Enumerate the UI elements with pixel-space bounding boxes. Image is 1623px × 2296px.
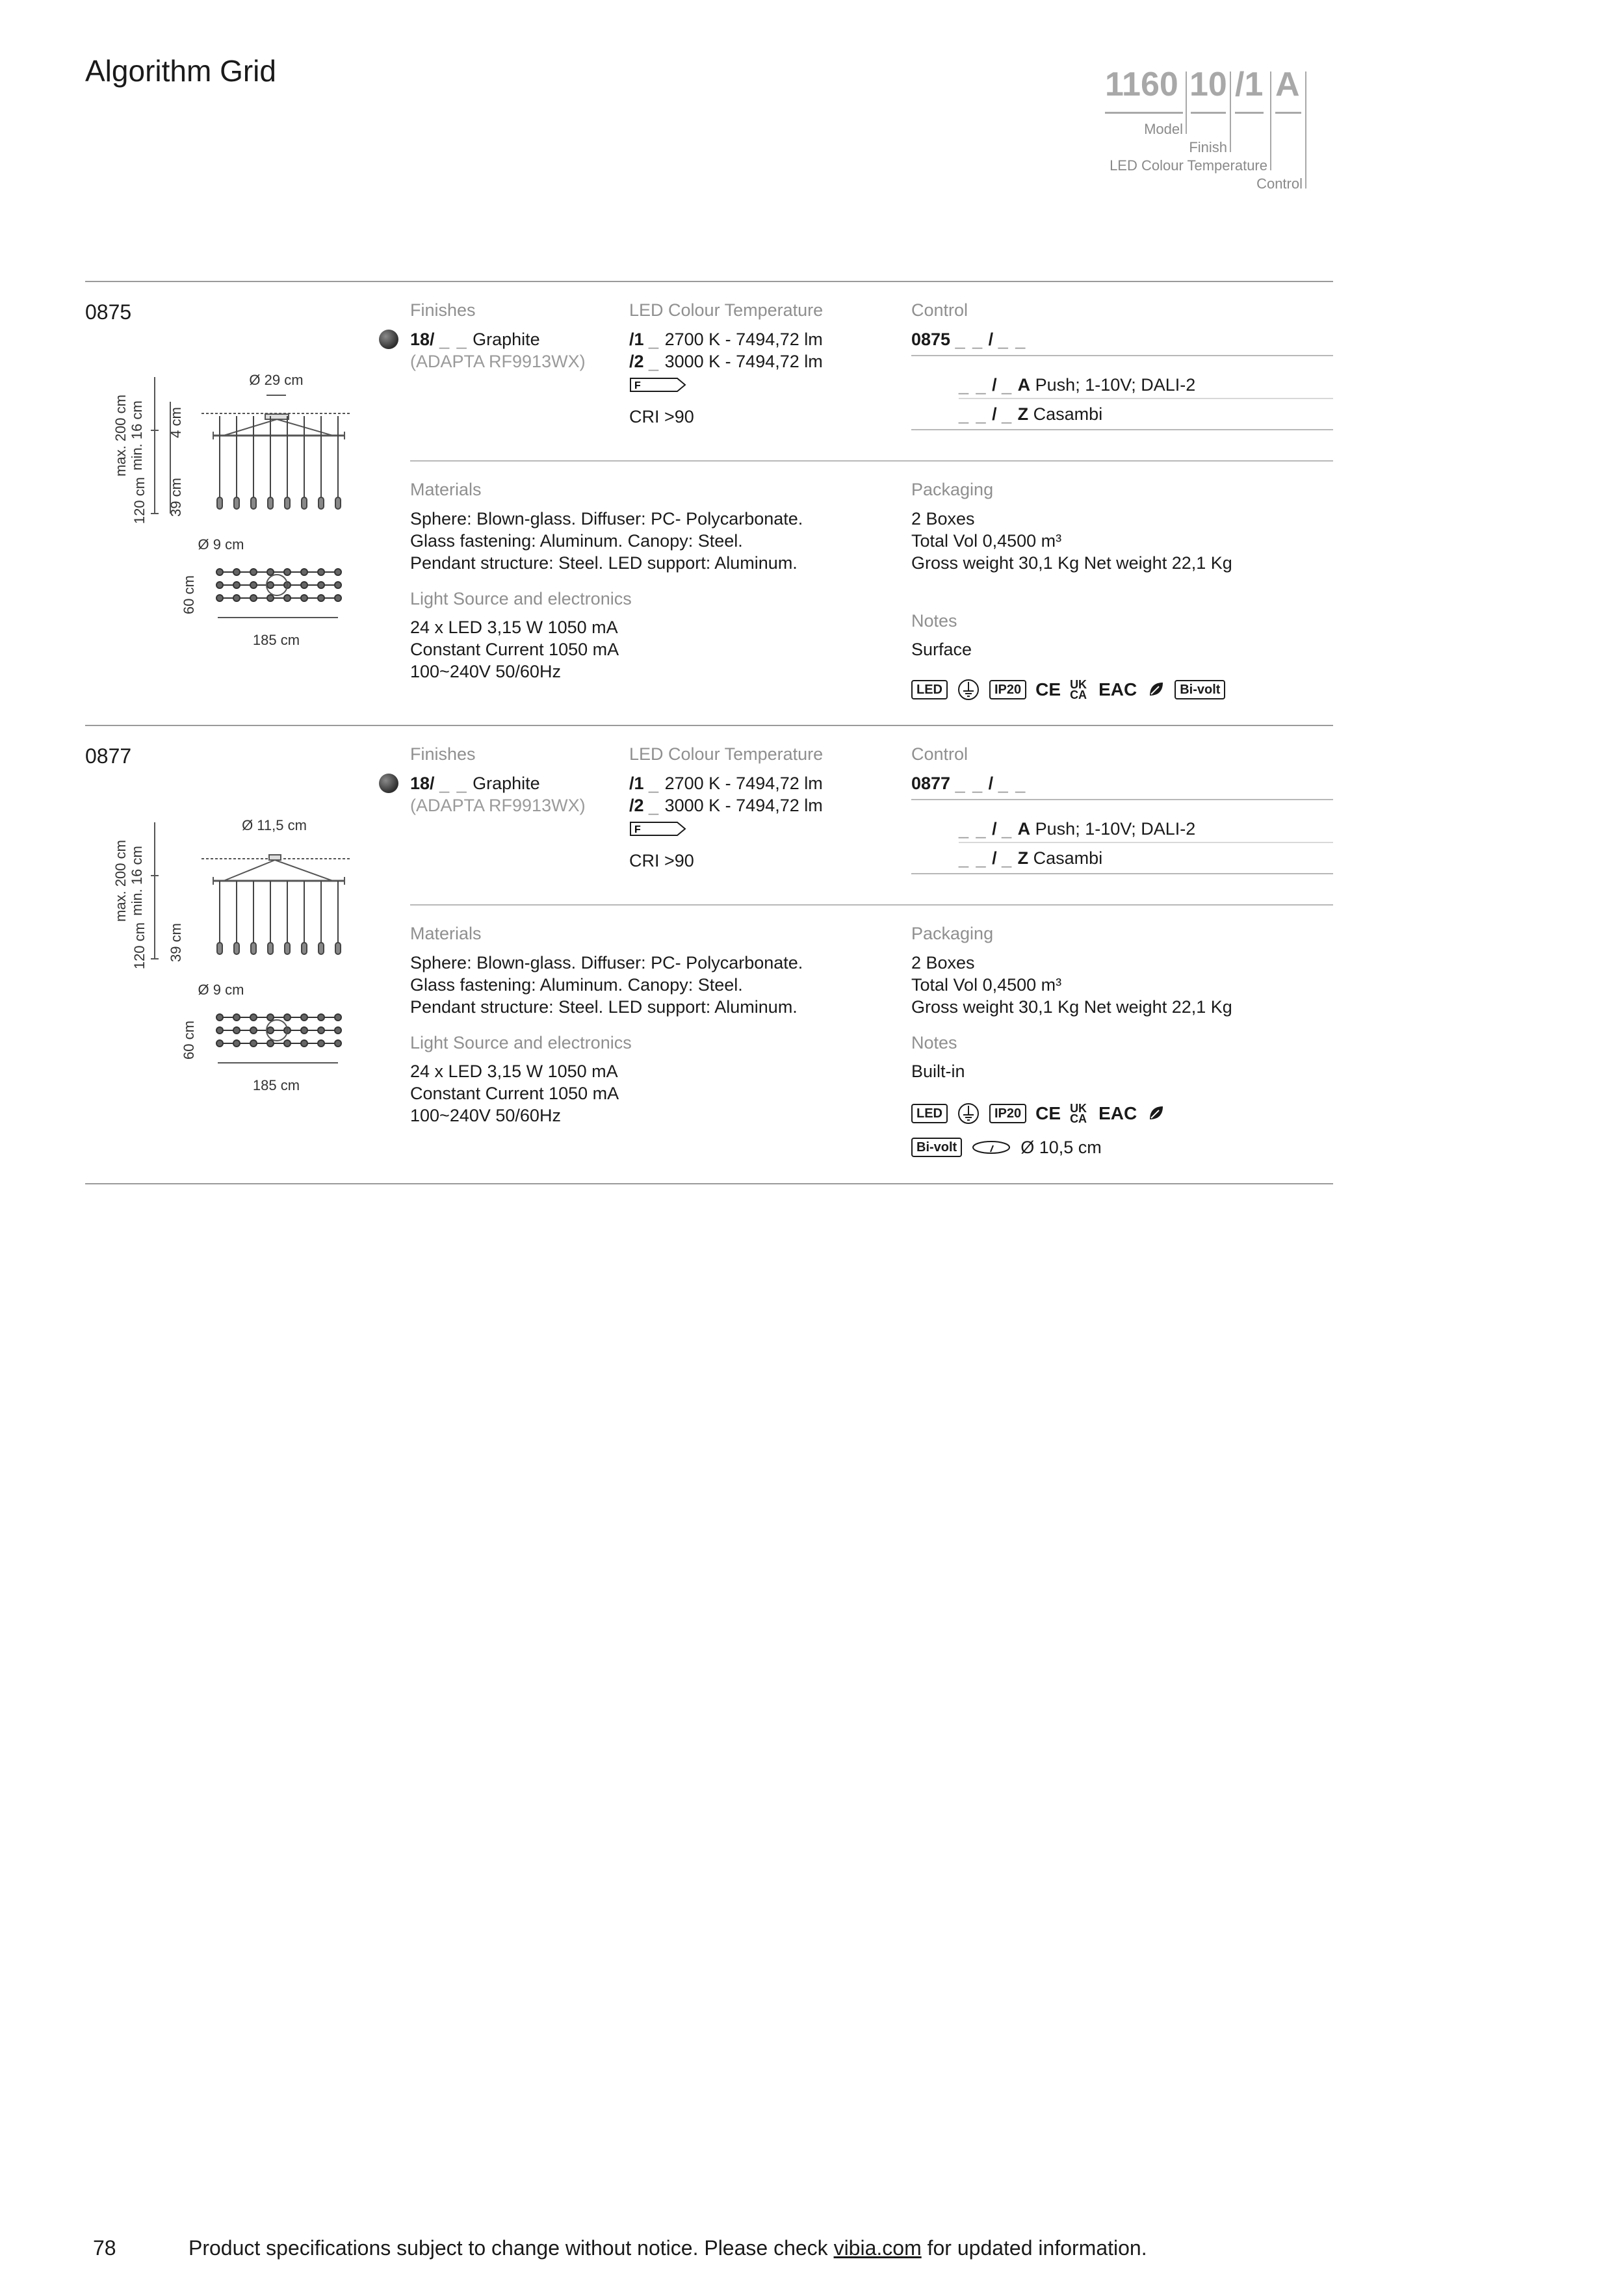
certification-row bbox=[911, 679, 1225, 701]
materials-line-3: Pendant structure: Steel. LED support: Aluminum. bbox=[410, 997, 798, 1017]
energy-class-badge bbox=[629, 377, 686, 393]
light-source-header: Light Source and electronics bbox=[410, 1033, 632, 1052]
finishes-header: Finishes bbox=[410, 300, 476, 320]
materials-header: Materials bbox=[410, 480, 482, 499]
certification-row bbox=[911, 1102, 1165, 1125]
finish-ref: (ADAPTA RF9913WX) bbox=[410, 796, 586, 815]
page-number: 78 bbox=[93, 2236, 116, 2260]
svg-text:F: F bbox=[634, 824, 641, 835]
led-badge: LED bbox=[911, 1104, 948, 1123]
dim-185: 185 cm bbox=[252, 632, 300, 648]
eac-mark-icon: EAC bbox=[1098, 1103, 1137, 1123]
packaging-line-3: Gross weight 30,1 Kg Net weight 22,1 Kg bbox=[911, 553, 1232, 573]
materials-line-2: Glass fastening: Aluminum. Canopy: Steel. bbox=[410, 975, 743, 995]
led-badge: LED bbox=[911, 680, 948, 699]
vibia-link[interactable]: vibia.com bbox=[833, 2236, 922, 2260]
packaging-line-2: Total Vol 0,4500 m³ bbox=[911, 531, 1062, 551]
finish-row: 18/ _ _ Graphite bbox=[410, 330, 540, 349]
packaging-line-2: Total Vol 0,4500 m³ bbox=[911, 975, 1062, 995]
led-temp-header: LED Colour Temperature bbox=[629, 300, 824, 320]
control-option-a: _ _ / _ A Push; 1-10V; DALI-2 bbox=[959, 819, 1196, 839]
control-code-row: 0875 _ _ / _ _ bbox=[911, 330, 1027, 349]
code-label-model: Model bbox=[1144, 121, 1183, 137]
footer-disclaimer: Product specifications subject to change without notice. Please check vibia.com for updated information. bbox=[188, 2236, 1147, 2260]
finish-ref: (ADAPTA RF9913WX) bbox=[410, 352, 586, 371]
control-header: Control bbox=[911, 300, 968, 320]
control-option-z: _ _ / _ Z Casambi bbox=[959, 404, 1103, 424]
cri-value: CRI >90 bbox=[629, 851, 694, 870]
dim-120: 120 cm bbox=[131, 476, 148, 525]
certification-row-2 bbox=[911, 1136, 1102, 1158]
packaging-header: Packaging bbox=[911, 480, 994, 499]
recycle-leaf-icon bbox=[1146, 680, 1165, 699]
dim-39: 39 cm bbox=[168, 478, 184, 517]
ip20-badge: IP20 bbox=[989, 680, 1026, 699]
control-option-a: _ _ / _ A Push; 1-10V; DALI-2 bbox=[959, 375, 1196, 395]
code-finish: 10 bbox=[1189, 66, 1227, 103]
materials-line-3: Pendant structure: Steel. LED support: Aluminum. bbox=[410, 553, 798, 573]
temp-row-1: /1 _ 2700 K - 7494,72 lm bbox=[629, 774, 823, 793]
ce-mark-icon: CE bbox=[1035, 679, 1061, 699]
notes-value: Surface bbox=[911, 640, 972, 659]
materials-header: Materials bbox=[410, 924, 482, 943]
dim-60: 60 cm bbox=[181, 1021, 197, 1060]
light-source-line-3: 100~240V 50/60Hz bbox=[410, 662, 561, 681]
ip20-badge: IP20 bbox=[989, 1104, 1026, 1123]
ground-icon bbox=[957, 678, 980, 701]
finishes-header: Finishes bbox=[410, 744, 476, 764]
control-code-row: 0877 _ _ / _ _ bbox=[911, 774, 1027, 793]
temp-row-1: /1 _ 2700 K - 7494,72 lm bbox=[629, 330, 823, 349]
dim-120: 120 cm bbox=[131, 922, 148, 970]
notes-header: Notes bbox=[911, 1033, 957, 1052]
code-model: 1160 bbox=[1105, 66, 1178, 103]
cutout-diameter: Ø 10,5 cm bbox=[1020, 1138, 1102, 1157]
dim-d9: Ø 9 cm bbox=[198, 536, 244, 553]
graphite-swatch bbox=[379, 774, 398, 793]
dim-canopy: Ø 11,5 cm bbox=[242, 817, 307, 833]
dim-60: 60 cm bbox=[181, 575, 197, 614]
energy-class-badge bbox=[629, 821, 686, 837]
bi-volt-badge: Bi-volt bbox=[1175, 680, 1225, 699]
product-code: 0877 bbox=[85, 744, 132, 768]
graphite-swatch bbox=[379, 330, 398, 349]
light-source-line-2: Constant Current 1050 mA bbox=[410, 1084, 619, 1103]
materials-line-2: Glass fastening: Aluminum. Canopy: Steel. bbox=[410, 531, 743, 551]
control-option-z: _ _ / _ Z Casambi bbox=[959, 848, 1103, 868]
light-source-line-3: 100~240V 50/60Hz bbox=[410, 1106, 561, 1125]
temp-row-2: /2 _ 3000 K - 7494,72 lm bbox=[629, 796, 823, 815]
product-code: 0875 bbox=[85, 300, 132, 324]
notes-header: Notes bbox=[911, 611, 957, 631]
ce-mark-icon: CE bbox=[1035, 1103, 1061, 1123]
recycle-leaf-icon bbox=[1146, 1104, 1165, 1123]
finish-row: 18/ _ _ Graphite bbox=[410, 774, 540, 793]
bi-volt-badge: Bi-volt bbox=[911, 1138, 962, 1157]
section-divider bbox=[85, 281, 1333, 282]
packaging-line-3: Gross weight 30,1 Kg Net weight 22,1 Kg bbox=[911, 997, 1232, 1017]
cri-value: CRI >90 bbox=[629, 407, 694, 426]
led-temp-header: LED Colour Temperature bbox=[629, 744, 824, 764]
ukca-mark-icon: UK CA bbox=[1070, 678, 1087, 701]
ukca-mark-icon: UK CA bbox=[1070, 1102, 1087, 1125]
dim-min: min. 16 cm bbox=[129, 846, 145, 916]
materials-line-1: Sphere: Blown-glass. Diffuser: PC- Polycarbonate. bbox=[410, 953, 803, 972]
code-led-temp: /1 bbox=[1235, 66, 1264, 103]
code-label-led-temp: LED Colour Temperature bbox=[1110, 157, 1267, 174]
svg-text:F: F bbox=[634, 380, 641, 391]
product-drawing-0875 bbox=[104, 351, 364, 663]
dim-max: max. 200 cm bbox=[112, 840, 129, 922]
code-label-finish: Finish bbox=[1189, 139, 1227, 155]
notes-value: Built-in bbox=[911, 1062, 965, 1081]
ceiling-cutout-icon bbox=[971, 1138, 1011, 1157]
code-key bbox=[1105, 65, 1339, 195]
light-source-header: Light Source and electronics bbox=[410, 589, 632, 608]
code-label-control: Control bbox=[1256, 176, 1303, 192]
packaging-line-1: 2 Boxes bbox=[911, 953, 975, 972]
page-title: Algorithm Grid bbox=[85, 54, 276, 88]
dim-min: min. 16 cm bbox=[129, 400, 145, 471]
dim-canopy: Ø 29 cm bbox=[249, 372, 304, 388]
dim-d9: Ø 9 cm bbox=[198, 982, 244, 998]
dim-max: max. 200 cm bbox=[112, 395, 129, 476]
temp-row-2: /2 _ 3000 K - 7494,72 lm bbox=[629, 352, 823, 371]
light-source-line-1: 24 x LED 3,15 W 1050 mA bbox=[410, 1062, 618, 1081]
materials-line-1: Sphere: Blown-glass. Diffuser: PC- Polycarbonate. bbox=[410, 509, 803, 528]
light-source-line-1: 24 x LED 3,15 W 1050 mA bbox=[410, 618, 618, 637]
packaging-line-1: 2 Boxes bbox=[911, 509, 975, 528]
packaging-header: Packaging bbox=[911, 924, 994, 943]
dim-185: 185 cm bbox=[252, 1077, 300, 1093]
section-divider bbox=[85, 1183, 1333, 1184]
dim-4: 4 cm bbox=[168, 407, 184, 438]
eac-mark-icon: EAC bbox=[1098, 679, 1137, 699]
dim-39: 39 cm bbox=[168, 923, 184, 962]
light-source-line-2: Constant Current 1050 mA bbox=[410, 640, 619, 659]
ground-icon bbox=[957, 1102, 980, 1125]
control-header: Control bbox=[911, 744, 968, 764]
section-divider bbox=[85, 725, 1333, 726]
product-drawing-0877 bbox=[104, 796, 364, 1108]
code-control: A bbox=[1275, 66, 1300, 103]
